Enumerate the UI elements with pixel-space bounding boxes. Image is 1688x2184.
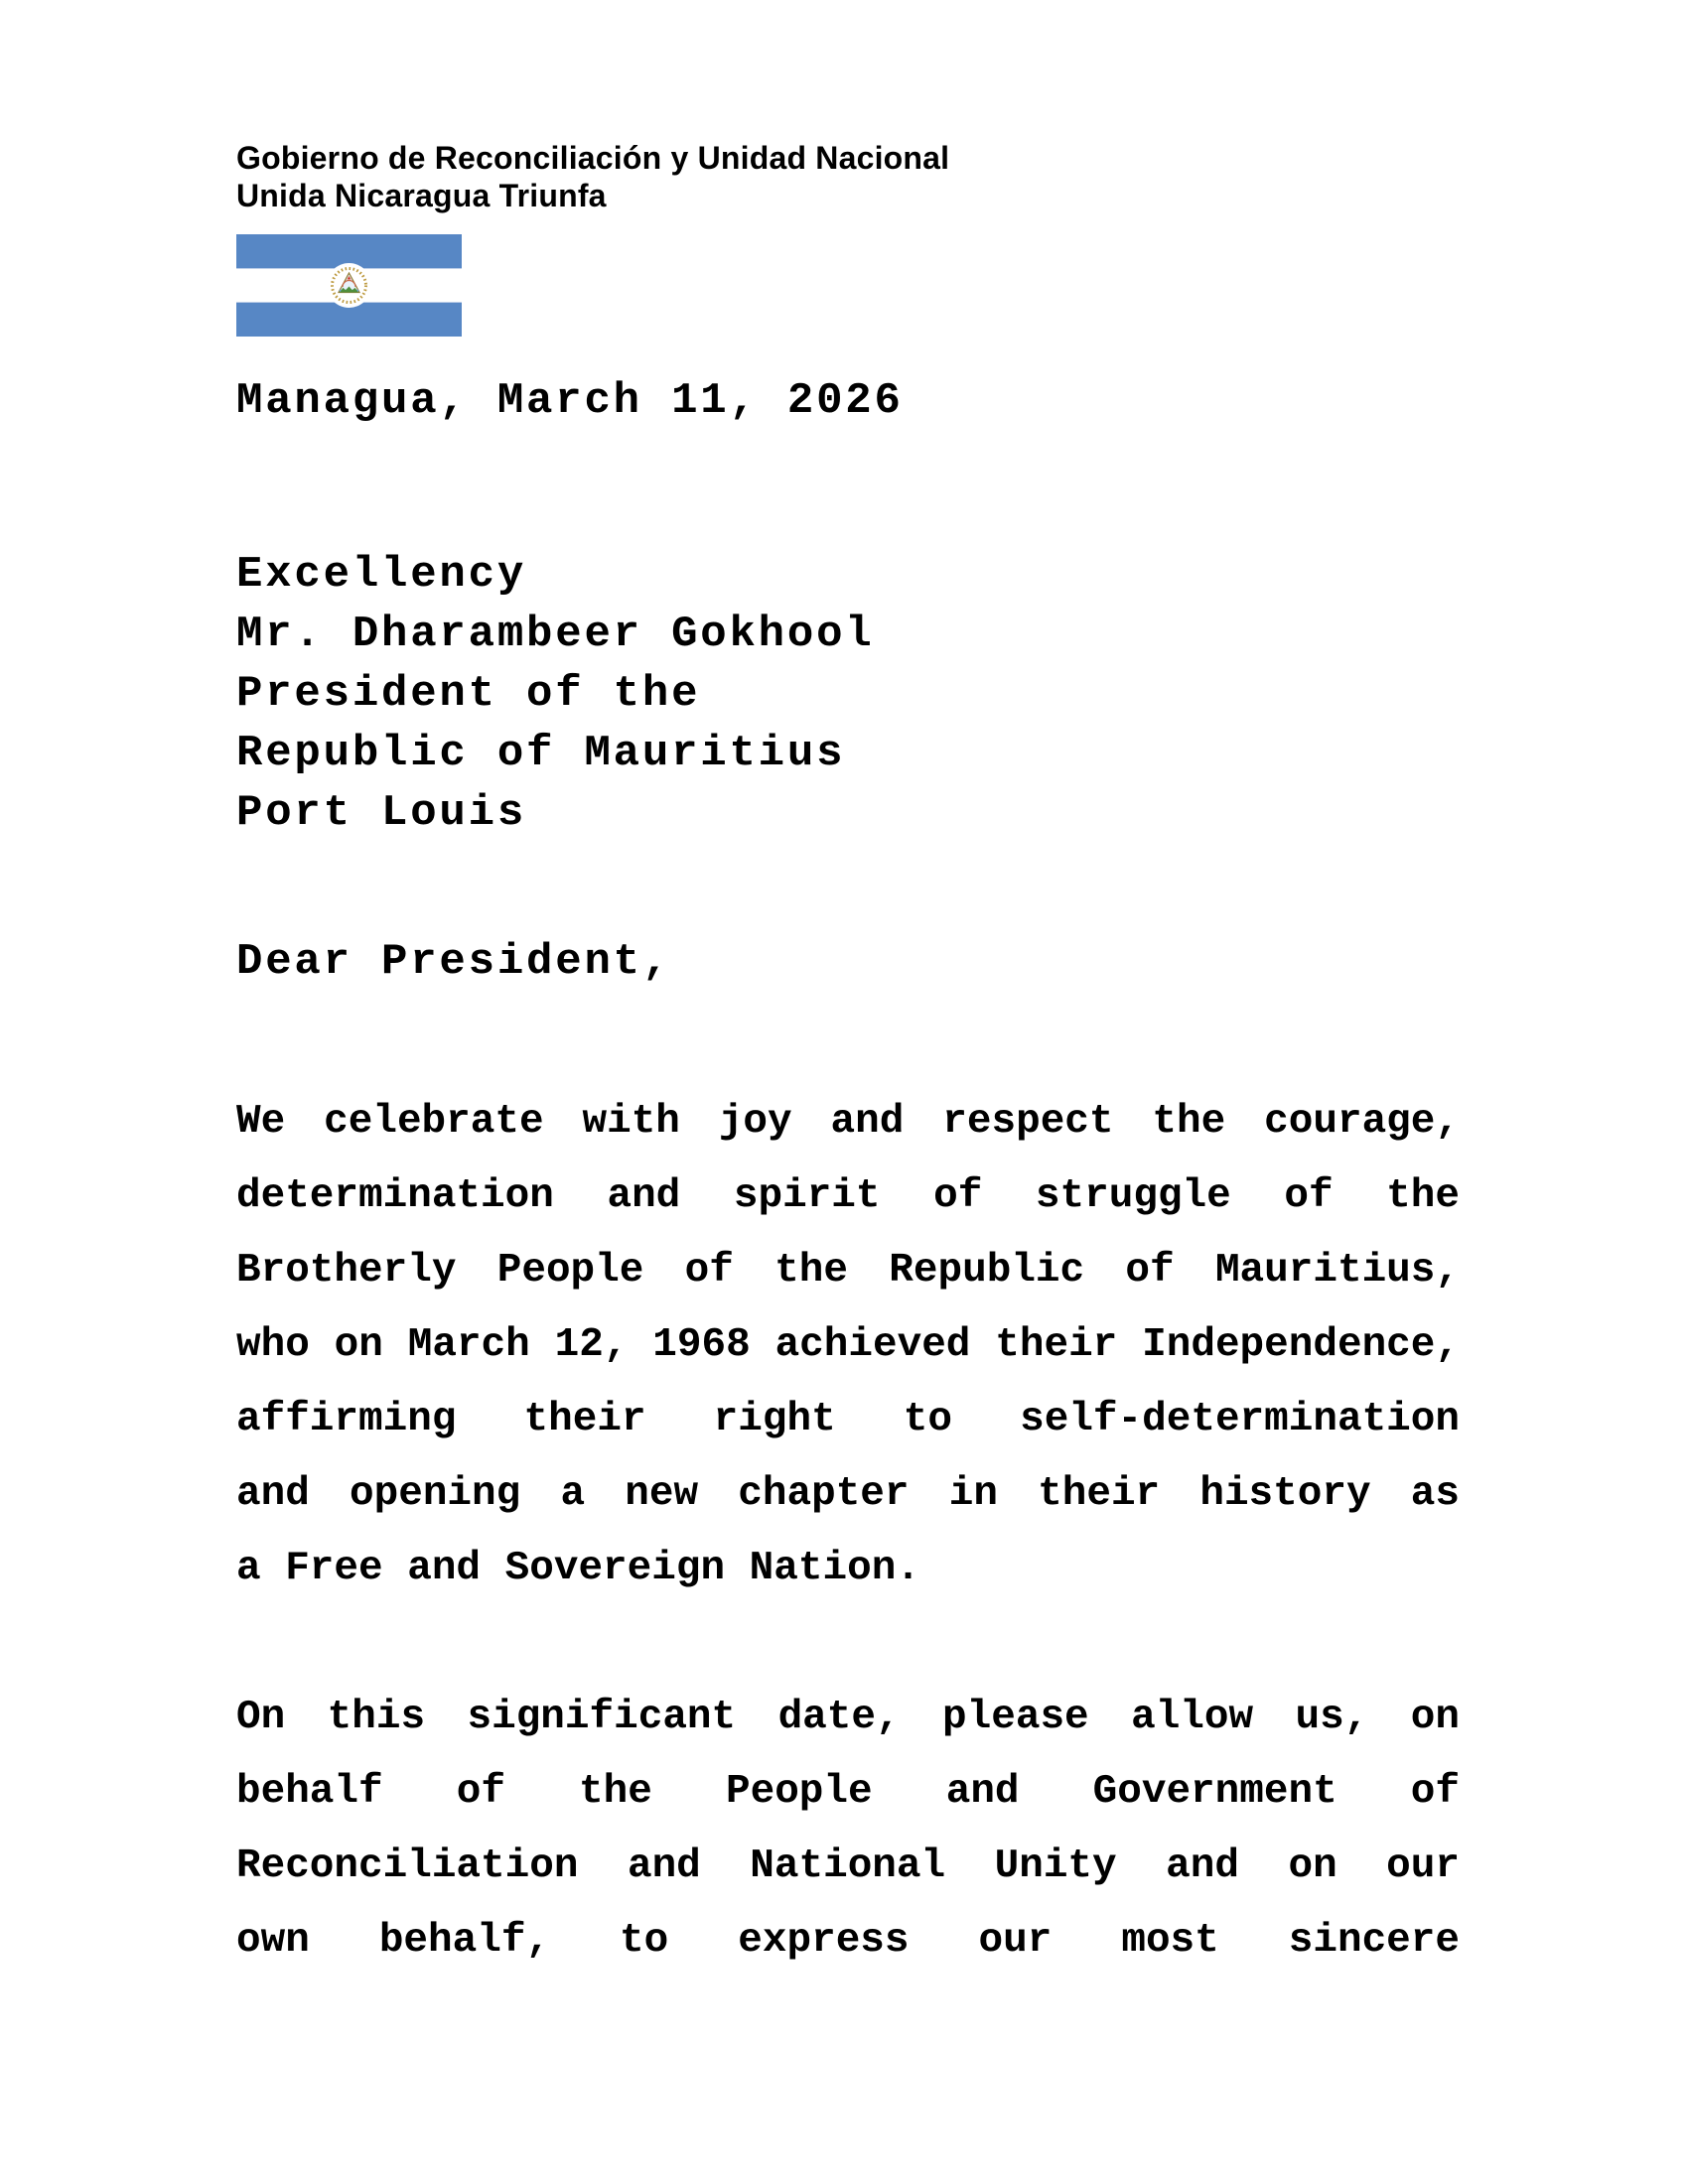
recipient-line: Republic of Mauritius: [236, 729, 846, 778]
body-line: Brotherly People of the Republic of Mauritius,: [236, 1248, 1460, 1294]
body-line: On this significant date, please allow us, on: [236, 1695, 1460, 1740]
dateline: Managua, March 11, 2026: [236, 376, 904, 426]
nicaragua-coat-of-arms-icon: [327, 263, 371, 308]
body-line: own behalf, to express our most sincere: [236, 1918, 1460, 1964]
recipient-line: President of the: [236, 669, 701, 719]
letterhead: [236, 139, 949, 214]
recipient-line: Port Louis: [236, 788, 527, 838]
letterhead-line2: Unida Nicaragua Triunfa: [236, 178, 607, 213]
letterhead-line1: Gobierno de Reconciliación y Unidad Nacional: [236, 140, 950, 176]
body-line: Reconciliation and National Unity and on our: [236, 1843, 1460, 1889]
recipient-line: Excellency: [236, 550, 527, 600]
paragraph: [236, 1085, 1460, 1606]
body-line: and opening a new chapter in their history as: [236, 1471, 1460, 1517]
recipient-block: [236, 545, 875, 843]
body-line: who on March 12, 1968 achieved their Independence,: [236, 1322, 1460, 1368]
body-line: a Free and Sovereign Nation.: [236, 1546, 920, 1591]
body-line: behalf of the People and Government of: [236, 1769, 1460, 1815]
paragraph: [236, 1681, 1460, 1979]
body-line: We celebrate with joy and respect the courage,: [236, 1099, 1460, 1145]
body-line: determination and spirit of struggle of the: [236, 1173, 1460, 1219]
salutation: Dear President,: [236, 937, 672, 987]
recipient-line: Mr. Dharambeer Gokhool: [236, 610, 875, 659]
nicaragua-flag-icon: [236, 234, 462, 337]
body-line: affirming their right to self-determination: [236, 1397, 1460, 1442]
